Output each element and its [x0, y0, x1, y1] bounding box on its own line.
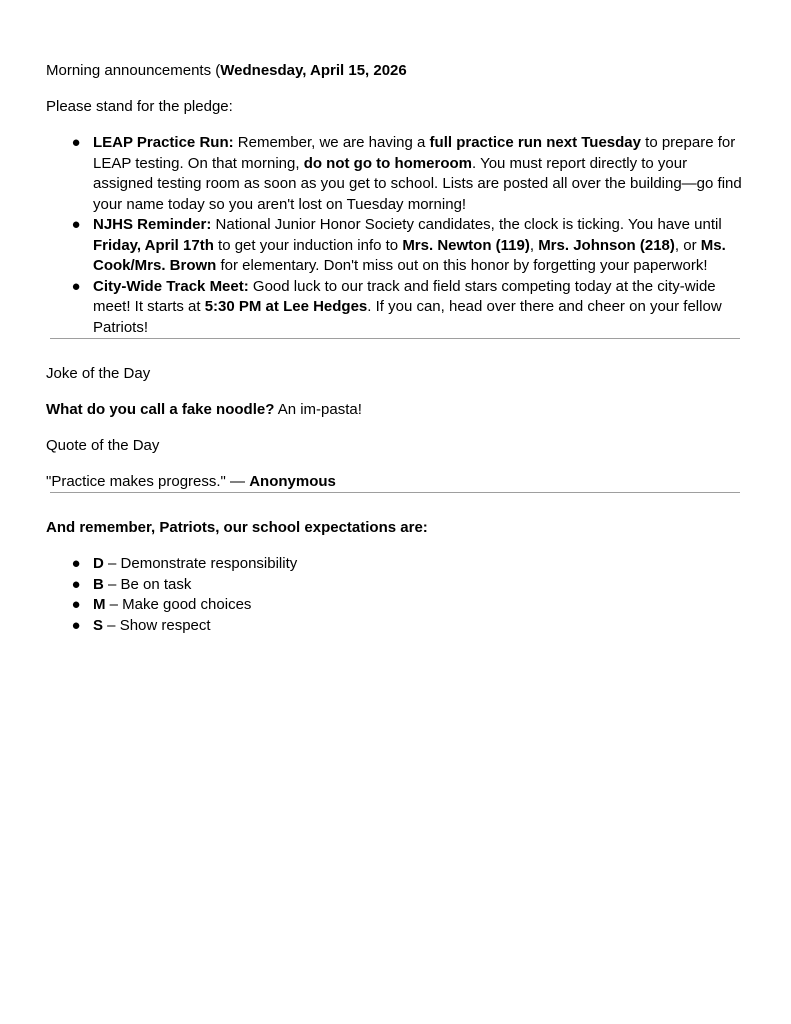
announcement-title: City-Wide Track Meet: — [93, 277, 249, 295]
bullet-icon: ● — [71, 216, 81, 233]
expectation-text: – Make good choices — [105, 596, 252, 613]
document-body — [46, 61, 746, 636]
announcement-track: ● City-Wide Track Meet: Good luck to our track and field stars competing today at the city-wide meet! It starts at 5:30 PM at Lee Hedges. If you can, head over there and cheer on your fellow Patriots! — [71, 277, 722, 336]
section-divider — [50, 338, 740, 339]
bullet-icon: ● — [71, 596, 81, 613]
expectation-letter: S — [93, 616, 104, 634]
expectation-item — [46, 595, 746, 616]
announcement-date: Wednesday, April 15, 2026 — [220, 62, 407, 79]
announcements-title: Morning announcements (Wednesday, April 15, 2026 — [46, 62, 407, 79]
announcement-list — [46, 133, 746, 338]
bullet-icon: ● — [71, 575, 81, 593]
expectation-item — [46, 616, 746, 637]
expectation-letter: B — [93, 575, 104, 593]
expectation-text: – Show respect — [103, 616, 211, 634]
expectation-letter: D — [93, 555, 104, 572]
bullet-icon: ● — [71, 616, 81, 634]
bullet-icon: ● — [71, 555, 81, 572]
quote-text: "Practice makes progress." — Anonymous — [46, 473, 336, 490]
expectation-text: – Demonstrate responsibility — [103, 555, 298, 572]
announcement-title: NJHS Reminder: — [93, 216, 212, 233]
quote-heading: Quote of the Day — [46, 437, 160, 454]
expectation-item — [46, 575, 746, 596]
joke-heading: Joke of the Day — [46, 365, 151, 382]
announcement-njhs: ● NJHS Reminder: National Junior Honor Society candidates, the clock is ticking. You have until Friday, April 17th to get your induction info to Mrs. Newton (119), Mrs. Johnson (218), or Ms. Cook/Mrs. Brown for elementary. Don't miss out on this honor by forgetting your paperwork! — [71, 216, 726, 274]
expectation-item — [46, 554, 746, 575]
expectation-text: – Be on task — [103, 575, 192, 593]
quote-author: Anonymous — [249, 473, 336, 490]
joke-answer: An im-pasta! — [274, 401, 362, 418]
announcement-leap: ● LEAP Practice Run: Remember, we are having a full practice run next Tuesday to prepare for LEAP testing. On that morning, do not go to homeroom. You must report directly to your assigned testing room as soon as you get to school. Lists are posted all over the building—go find your name today so you aren't lost on Tuesday morning! — [71, 134, 742, 213]
joke-question: What do you call a fake noodle? — [46, 401, 275, 418]
announcement-title: LEAP Practice Run: — [93, 134, 234, 151]
bullet-icon: ● — [71, 134, 81, 151]
expectation-letter: M — [93, 596, 106, 613]
expectations-heading: And remember, Patriots, our school expectations are: — [46, 519, 428, 536]
expectations-list — [46, 554, 746, 636]
pledge-line: Please stand for the pledge: — [46, 98, 233, 115]
joke-text — [46, 400, 746, 420]
bullet-icon: ● — [71, 277, 81, 295]
section-divider — [50, 492, 740, 493]
